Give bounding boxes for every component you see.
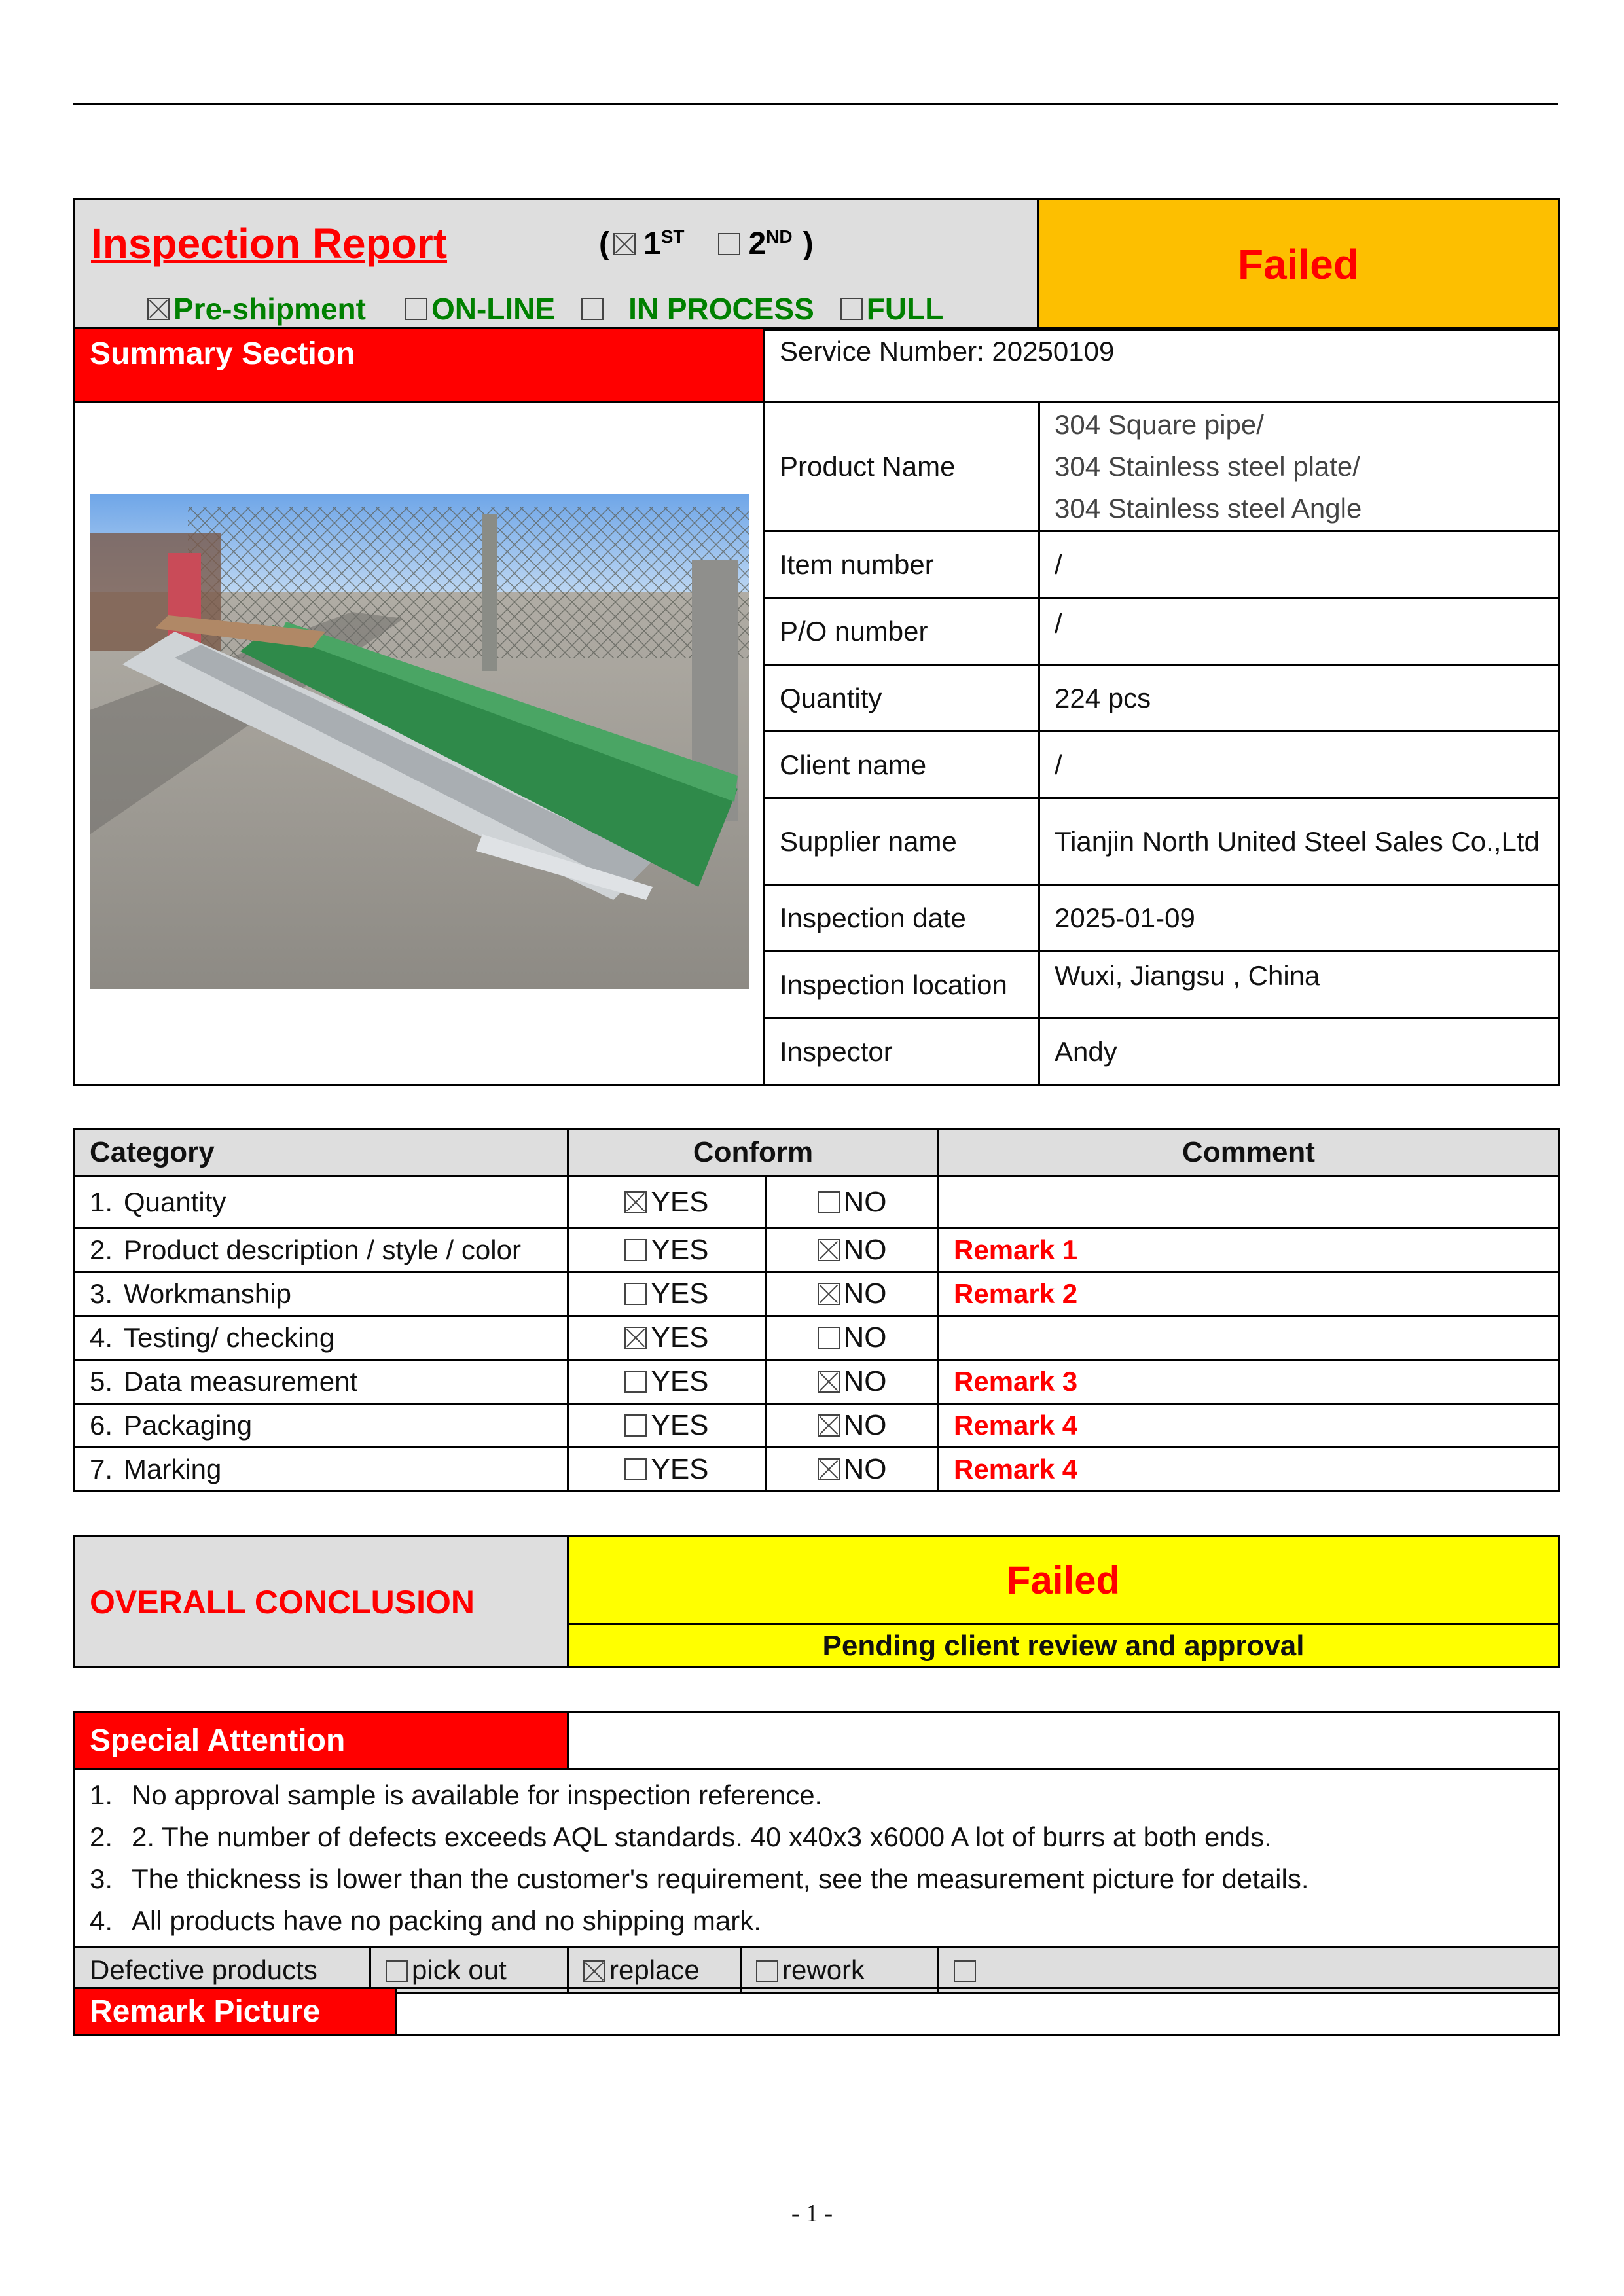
field-value-supplier-name: Tianjin North United Steel Sales Co.,Ltd [1039, 798, 1559, 885]
list-item: 3. The thickness is lower than the customer's requirement, see the measurement picture for details. [90, 1863, 1309, 1894]
yes-checkbox[interactable] [624, 1458, 647, 1480]
category-name: 2. Product description / style / color [75, 1229, 568, 1272]
comment-cell: Remark 1 [939, 1229, 1559, 1272]
comment-cell [939, 1316, 1559, 1360]
category-table [73, 1128, 1560, 1492]
conform-no[interactable]: NO [766, 1229, 939, 1272]
field-label-inspection-date: Inspection date [765, 885, 1039, 952]
no-checkbox[interactable] [818, 1371, 840, 1393]
inspection-type-options [147, 291, 983, 327]
field-value-po-number: / [1039, 598, 1559, 665]
category-name: 6. Packaging [75, 1404, 568, 1448]
comment-cell [939, 1176, 1559, 1229]
header-status [1037, 198, 1560, 331]
type-option-inprocess[interactable]: IN PROCESS [581, 291, 814, 327]
no-checkbox[interactable] [818, 1283, 840, 1305]
defective-option-other[interactable] [939, 1947, 1559, 1993]
field-label-quantity: Quantity [765, 665, 1039, 732]
field-value-item-number: / [1039, 531, 1559, 598]
category-rows [75, 1176, 1559, 1492]
top-rule [73, 103, 1558, 105]
no-checkbox[interactable] [818, 1327, 840, 1349]
category-name: 1. Quantity [75, 1176, 568, 1229]
table-row [75, 1404, 1559, 1448]
conform-yes[interactable]: YES [568, 1404, 766, 1448]
category-name: 7. Marking [75, 1448, 568, 1492]
table-row [75, 1448, 1559, 1492]
report-header [73, 198, 1558, 329]
conform-no[interactable]: NO [766, 1272, 939, 1316]
visit-selector [599, 226, 814, 262]
online-checkbox[interactable] [405, 298, 427, 320]
conform-no[interactable]: NO [766, 1404, 939, 1448]
product-name-line-1: 304 Square pipe/ [1055, 408, 1264, 440]
list-item: 1. No approval sample is available for inspection reference. [90, 1780, 823, 1810]
field-label-inspection-location: Inspection location [765, 952, 1039, 1018]
product-name-line-3: 304 Stainless steel Angle [1055, 492, 1362, 524]
field-label-client-name: Client name [765, 732, 1039, 798]
remark-picture-blank [397, 1988, 1559, 2036]
pick-out-checkbox[interactable] [386, 1960, 408, 1982]
special-attention-blank [568, 1712, 1559, 1770]
status-badge: Failed [1238, 241, 1359, 288]
rework-checkbox[interactable] [756, 1960, 778, 1982]
field-value-client-name: / [1039, 732, 1559, 798]
yes-checkbox[interactable] [624, 1371, 647, 1393]
special-attention-label: Special Attention [75, 1712, 568, 1770]
conform-yes[interactable]: YES [568, 1176, 766, 1229]
list-item: 2. 2. The number of defects exceeds AQL standards. 40 x40x3 x6000 A lot of burrs at both ends. [90, 1821, 1272, 1852]
visit-first-label: 1ST [643, 226, 685, 261]
visit-first-checkbox[interactable] [613, 233, 636, 255]
defective-option-rework[interactable]: rework [741, 1947, 939, 1993]
visit-second-label: 2ND [748, 226, 793, 261]
comment-cell: Remark 4 [939, 1448, 1559, 1492]
header-category: Category [75, 1130, 568, 1176]
field-label-product-name: Product Name [765, 402, 1039, 531]
comment-cell: Remark 4 [939, 1404, 1559, 1448]
summary-table [73, 327, 1560, 1086]
yes-checkbox[interactable] [624, 1283, 647, 1305]
inprocess-checkbox[interactable] [581, 298, 604, 320]
no-checkbox[interactable] [818, 1458, 840, 1480]
overall-conclusion-result: Failed [568, 1537, 1559, 1624]
category-name: 4. Testing/ checking [75, 1316, 568, 1360]
no-checkbox[interactable] [818, 1191, 840, 1213]
special-attention-table [73, 1711, 1560, 1994]
field-label-supplier-name: Supplier name [765, 798, 1039, 885]
overall-conclusion-note: Pending client review and approval [568, 1624, 1559, 1668]
field-value-quantity: 224 pcs [1039, 665, 1559, 732]
report-title: Inspection Report [91, 220, 448, 267]
special-attention-list [75, 1770, 1559, 1947]
conform-no[interactable]: NO [766, 1316, 939, 1360]
table-row [75, 1360, 1559, 1404]
defective-products-label: Defective products [75, 1947, 370, 1993]
field-value-inspection-date: 2025-01-09 [1039, 885, 1559, 952]
yes-checkbox[interactable] [624, 1414, 647, 1437]
service-number: Service Number: 20250109 [765, 329, 1559, 402]
overall-conclusion-label: OVERALL CONCLUSION [75, 1537, 568, 1668]
header-comment: Comment [939, 1130, 1559, 1176]
table-row [75, 1229, 1559, 1272]
type-option-full[interactable]: FULL [840, 291, 944, 327]
table-row [75, 1176, 1559, 1229]
conform-yes[interactable]: YES [568, 1448, 766, 1492]
full-checkbox[interactable] [840, 298, 863, 320]
category-name: 5. Data measurement [75, 1360, 568, 1404]
yes-checkbox[interactable] [624, 1239, 647, 1261]
field-value-product-name [1039, 402, 1559, 531]
field-value-inspector: Andy [1039, 1018, 1559, 1085]
preshipment-checkbox[interactable] [147, 298, 170, 320]
other-checkbox[interactable] [954, 1960, 976, 1982]
type-option-online[interactable]: ON-LINE [405, 291, 555, 327]
visit-second-checkbox[interactable] [718, 233, 740, 255]
product-photo [90, 494, 749, 989]
comment-cell: Remark 2 [939, 1272, 1559, 1316]
summary-section-label: Summary Section [75, 329, 765, 402]
yes-checkbox[interactable] [624, 1191, 647, 1213]
remark-picture-label: Remark Picture [75, 1988, 397, 2036]
header-conform: Conform [568, 1130, 939, 1176]
page-number: - 1 - [791, 2200, 833, 2227]
no-checkbox[interactable] [818, 1414, 840, 1437]
product-photo-cell [75, 402, 765, 1085]
field-label-inspector: Inspector [765, 1018, 1039, 1085]
conform-no[interactable]: NO [766, 1360, 939, 1404]
field-label-po-number: P/O number [765, 598, 1039, 665]
replace-checkbox[interactable] [583, 1960, 605, 1982]
table-row [75, 1272, 1559, 1316]
table-row [75, 1316, 1559, 1360]
category-name: 3. Workmanship [75, 1272, 568, 1316]
defective-option-replace[interactable]: replace [568, 1947, 741, 1993]
conform-yes[interactable]: YES [568, 1316, 766, 1360]
conform-yes[interactable]: YES [568, 1360, 766, 1404]
conform-no[interactable]: NO [766, 1176, 939, 1229]
no-checkbox[interactable] [818, 1239, 840, 1261]
defective-option-pick-out[interactable]: pick out [370, 1947, 568, 1993]
conform-yes[interactable]: YES [568, 1229, 766, 1272]
comment-cell: Remark 3 [939, 1360, 1559, 1404]
visit-close: ) [803, 226, 814, 261]
remark-picture-table [73, 1987, 1560, 2036]
field-label-item-number: Item number [765, 531, 1039, 598]
visit-open: ( [599, 226, 609, 261]
product-name-line-2: 304 Stainless steel plate/ [1055, 450, 1360, 482]
list-item: 4. All products have no packing and no shipping mark. [90, 1905, 761, 1936]
field-value-inspection-location: Wuxi, Jiangsu , China [1039, 952, 1559, 1018]
conform-no[interactable]: NO [766, 1448, 939, 1492]
header-left [73, 198, 1039, 331]
yes-checkbox[interactable] [624, 1327, 647, 1349]
conclusion-table [73, 1535, 1560, 1668]
conform-yes[interactable]: YES [568, 1272, 766, 1316]
type-option-preshipment[interactable]: Pre-shipment [147, 291, 366, 327]
